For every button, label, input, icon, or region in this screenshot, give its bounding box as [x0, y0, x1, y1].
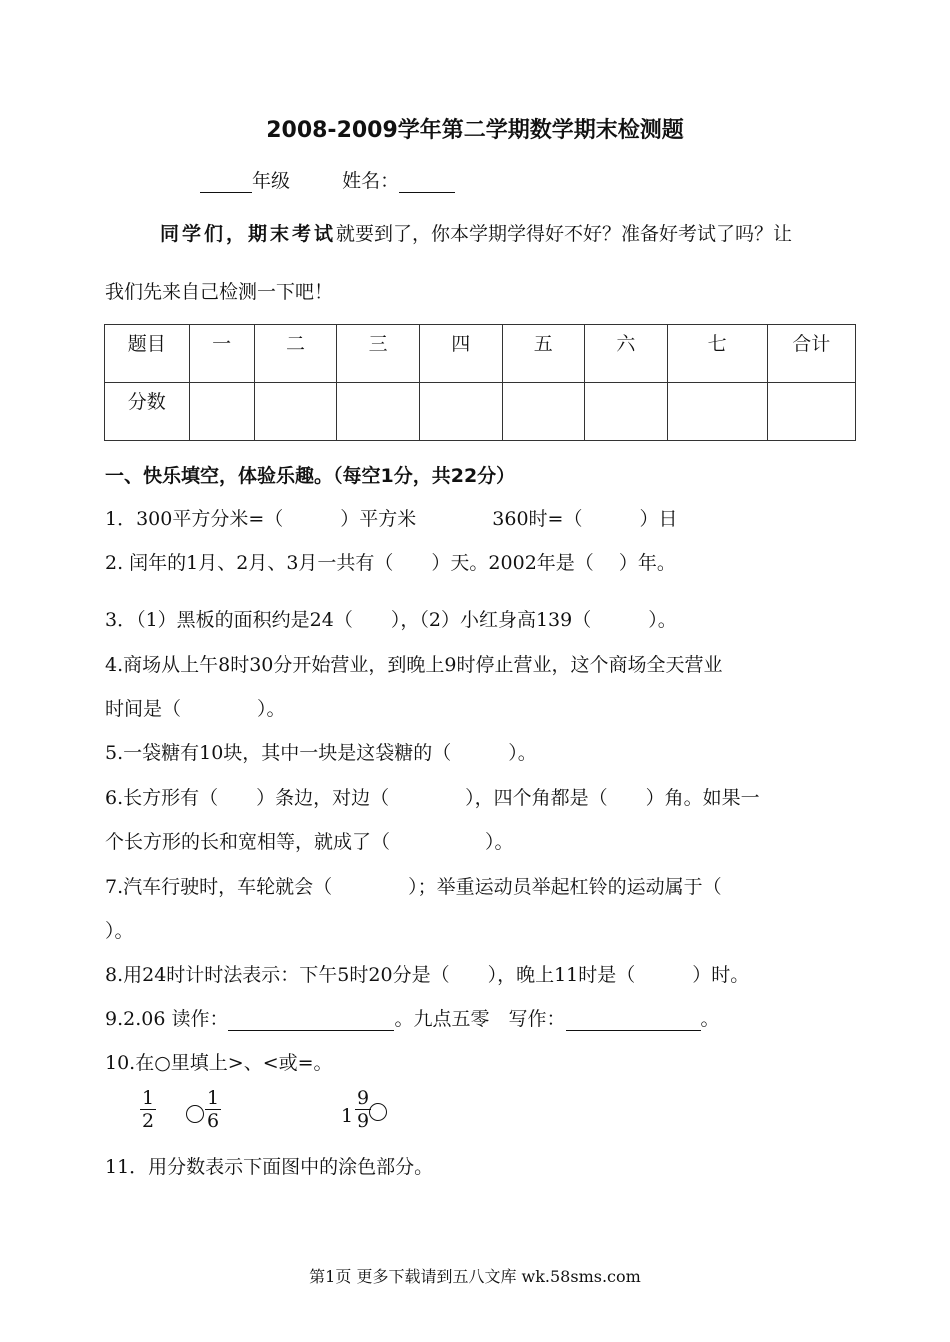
fraction-one-sixth: [205, 1087, 221, 1132]
intro-emphasis: 同学们，期末考试: [160, 223, 337, 245]
question-11: 11．用分数表示下面图中的涂色部分。: [105, 1156, 434, 1178]
page-footer: 第1页 更多下载请到五八文库 wk.58sms.com: [309, 1267, 641, 1286]
read-blank[interactable]: [228, 1010, 394, 1031]
question-9: [105, 1007, 720, 1031]
question-2: 2. 闰年的1月、2月、3月一共有（ ）天。2002年是（ ）年。: [105, 552, 676, 574]
question-4-line-2: 时间是（ ）。: [105, 698, 286, 720]
score-cell[interactable]: [419, 383, 502, 441]
grade-label: 年级: [252, 170, 291, 192]
compare-circle[interactable]: [186, 1105, 204, 1123]
question-9-read: 9.2.06 读作：: [105, 1008, 229, 1030]
name-label: 姓名：: [342, 170, 400, 192]
score-header-cell: 三: [337, 325, 420, 383]
question-7-line-2: ）。: [105, 920, 134, 942]
question-6-line-2: 个长方形的长和宽相等，就成了（ ）。: [105, 831, 514, 853]
grade-blank[interactable]: [200, 172, 252, 193]
question-7-line-1: 7.汽车行驶时，车轮就会（ ）；举重运动员举起杠铃的运动属于（: [105, 876, 722, 898]
score-cell[interactable]: [254, 383, 337, 441]
fraction-numerator: 9: [356, 1087, 370, 1109]
intro-rest: 就要到了，你本学期学得好不好？准备好考试了吗？让: [336, 223, 793, 245]
question-6-line-1: 6.长方形有（ ）条边，对边（ ），四个角都是（ ）角。如果一: [105, 787, 760, 809]
score-header-cell: 五: [502, 325, 585, 383]
intro-line-2: 我们先来自己检测一下吧！: [105, 281, 334, 303]
question-9-end: 。: [700, 1008, 720, 1030]
student-info: [200, 169, 455, 193]
name-blank[interactable]: [399, 172, 455, 193]
score-cell[interactable]: [767, 383, 855, 441]
score-header-cell: 题目: [105, 325, 190, 383]
question-4-line-1: 4.商场从上午8时30分开始营业，到晚上9时停止营业，这个商场全天营业: [105, 654, 723, 676]
question-9-mid: 。九点五零 写作：: [394, 1008, 566, 1030]
fraction-one-half: [140, 1087, 156, 1132]
score-row-label: 分数: [105, 383, 190, 441]
fraction-numerator: 1: [141, 1087, 155, 1109]
score-header-cell: 二: [254, 325, 337, 383]
fraction-denominator: 6: [206, 1110, 220, 1132]
score-cell[interactable]: [337, 383, 420, 441]
score-table-score-row: [105, 383, 856, 441]
score-header-cell: 一: [189, 325, 254, 383]
question-1: 1．300平方分米=（ ）平方米 360时=（ ）日: [105, 508, 678, 530]
score-cell[interactable]: [667, 383, 767, 441]
question-3: 3．（1）黑板的面积约是24（ ），（2）小红身高139（ ）。: [105, 609, 677, 631]
score-header-cell: 六: [585, 325, 668, 383]
question-5: 5.一袋糖有10块，其中一块是这袋糖的（ ）。: [105, 742, 537, 764]
fraction-numerator: 1: [206, 1087, 220, 1109]
score-header-cell: 合计: [767, 325, 855, 383]
score-table-header-row: [105, 325, 856, 383]
compare-circle[interactable]: [369, 1103, 387, 1121]
score-header-cell: 七: [667, 325, 767, 383]
score-cell[interactable]: [189, 383, 254, 441]
score-cell[interactable]: [585, 383, 668, 441]
write-blank[interactable]: [566, 1010, 701, 1031]
score-table: [104, 324, 856, 441]
page-title: 2008-2009学年第二学期数学期末检测题: [266, 118, 684, 143]
score-header-cell: 四: [419, 325, 502, 383]
intro-line-1: [160, 222, 792, 246]
question-8: 8.用24时计时法表示：下午5时20分是（ ），晚上11时是（ ）时。: [105, 964, 750, 986]
question-10: 10.在○里填上>、<或=。: [105, 1052, 333, 1074]
section-heading: 一、快乐填空，体验乐趣。（每空1分，共22分）: [105, 465, 516, 487]
fraction-denominator: 9: [356, 1110, 370, 1132]
whole-number: 1: [341, 1105, 354, 1127]
fraction-denominator: 2: [141, 1110, 155, 1132]
score-cell[interactable]: [502, 383, 585, 441]
